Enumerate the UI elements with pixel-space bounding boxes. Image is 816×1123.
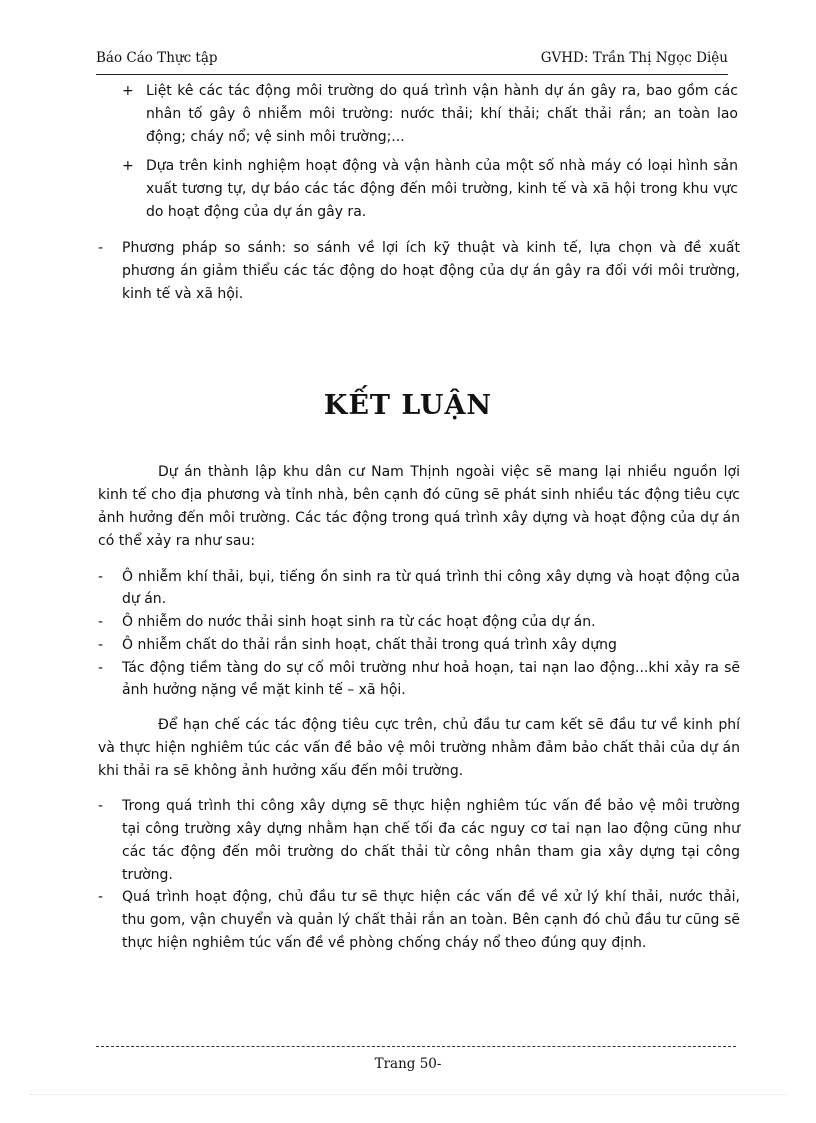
impact-text: Ô nhiễm do nước thải sinh hoạt sinh ra từ các hoạt động của dự án. — [122, 614, 596, 630]
impact-item — [98, 657, 740, 701]
list-marker: - — [98, 569, 104, 585]
list-item — [98, 237, 740, 306]
footer-divider — [96, 1046, 736, 1047]
measure-item — [98, 886, 740, 955]
list-item-text: Dựa trên kinh nghiệm hoạt động và vận hành của một số nhà máy có loại hình sản xuất tương tự, dự báo các tác động đến môi trường, kinh tế và xã hội trong khu vực do hoạt động của dự án gây ra. — [146, 158, 738, 220]
list-marker: - — [98, 660, 104, 676]
impact-text: Tác động tiềm tàng do sự cố môi trường như hoả hoạn, tai nạn lao động...khi xảy ra sẽ ảnh hưởng nặng về mặt kinh tế – xã hội. — [122, 660, 740, 698]
impact-item — [98, 566, 740, 610]
list-marker: - — [98, 240, 104, 256]
impact-text: Ô nhiễm chất do thải rắn sinh hoạt, chất thải trong quá trình xây dựng — [122, 637, 617, 653]
page-number: Trang 50- — [374, 1056, 442, 1072]
list-marker: - — [98, 798, 104, 814]
page-header — [96, 50, 728, 75]
measure-item — [98, 795, 740, 887]
header-advisor: GVHD: Trần Thị Ngọc Diệu — [540, 50, 728, 66]
measure-text: Quá trình hoạt động, chủ đầu tư sẽ thực hiện các vấn đề về xử lý khí thải, nước thải, thu gom, vận chuyển và quản lý chất thải rắn an toàn. Bên cạnh đó chủ đầu tư cũng sẽ thực hiện nghiêm túc vấn đề về phòng chống cháy nổ theo đúng quy định. — [122, 889, 740, 951]
list-item-text: Phương pháp so sánh: so sánh về lợi ích kỹ thuật và kinh tế, lựa chọn và đề xuất phương án giảm thiểu các tác động do hoạt động của dự án gây ra đối với môi trường, kinh tế và xã hội. — [122, 240, 740, 302]
list-marker: + — [122, 83, 134, 99]
list-item — [122, 80, 738, 149]
conclusion-intro: Dự án thành lập khu dân cư Nam Thịnh ngoài việc sẽ mang lại nhiều nguồn lợi kinh tế cho địa phương và tỉnh nhà, bên cạnh đó cũng sẽ phát sinh nhiều tác động tiêu cực ảnh hưởng đến môi trường. Các tác động trong quá trình xây dựng và hoạt động của dự án có thể xảy ra như sau: — [98, 464, 740, 549]
list-item-text: Liệt kê các tác động môi trường do quá trình vận hành dự án gây ra, bao gồm các nhân tố gây ô nhiễm môi trường: nước thải; khí thải; chất thải rắn; an toàn lao động; cháy nổ; vệ sinh môi trường;... — [146, 83, 738, 145]
list-item — [122, 155, 738, 224]
list-marker: - — [98, 614, 104, 630]
section-title: KẾT LUẬN — [323, 390, 493, 421]
list-marker: - — [98, 889, 104, 905]
measure-text: Trong quá trình thi công xây dựng sẽ thực hiện nghiêm túc vấn đề bảo vệ môi trường tại công trường xây dựng nhằm hạn chế tối đa các nguy cơ tai nạn lao động cũng như các tác động đến môi trường do chất thải từ công nhân tham gia xây dựng tại công trường. — [122, 798, 740, 883]
impact-text: Ô nhiễm khí thải, bụi, tiếng ồn sinh ra từ quá trình thi công xây dựng và hoạt động của dự án. — [122, 569, 740, 607]
list-marker: + — [122, 158, 134, 174]
conclusion-commitment: Để hạn chế các tác động tiêu cực trên, chủ đầu tư cam kết sẽ đầu tư về kinh phí và thực hiện nghiêm túc các vấn đề bảo vệ môi trường nhằm đảm bảo chất thải của dự án khi thải ra sẽ không ảnh hưởng xấu đến môi trường. — [98, 717, 740, 779]
impact-item — [98, 634, 740, 656]
impact-item — [98, 611, 740, 633]
page-edge-divider — [30, 1094, 786, 1095]
header-report-title: Báo Cáo Thực tập — [96, 50, 218, 66]
list-marker: - — [98, 637, 104, 653]
